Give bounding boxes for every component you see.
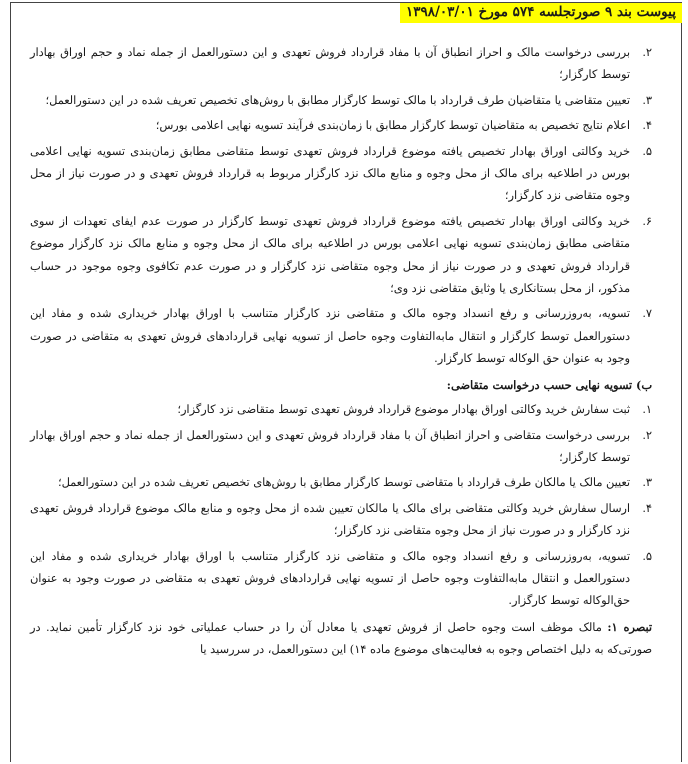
document-body xyxy=(30,42,652,662)
note-text: مالک موظف است وجوه حاصل از فروش تعهدی یا معادل آن را در حساب عملیاتی خود نزد کارگزار تأمین نماید. در صورتی‌که به دلیل اختصاص وجوه به فعالیت‌های موضوع ماده ۱۴) این دستورالعمل، در سررسید یا xyxy=(30,620,652,657)
list-item xyxy=(30,399,652,421)
list-item xyxy=(30,498,652,543)
item-number: ۳. xyxy=(642,476,652,490)
item-text: بررسی درخواست متقاضی و احراز انطباق آن با مفاد قرارداد فروش تعهدی و این دستورالعمل از جمله نماد و حجم اوراق بهادار توسط کارگزار؛ xyxy=(30,428,630,464)
list-item xyxy=(30,42,652,87)
page-header: پیوست بند ۹ صورتجلسه ۵۷۴ مورخ ۱۳۹۸/۰۳/۰۱ xyxy=(400,3,682,23)
item-text: تسویه، به‌روزرسانی و رفع انسداد وجوه مالک و متقاضی نزد کارگزار متناسب با اوراق بهادار خریداری شده و مفاد این دستورالعمل و انتقال مابه‌التفاوت وجوه حاصل از تسویه نهایی قراردادهای فروش تعهدی به متقاضی در صورت وجود به عنوان حق‌الوکاله توسط کارگزار. xyxy=(30,549,630,608)
item-number: ۴. xyxy=(642,501,652,515)
list-a xyxy=(30,42,652,371)
item-text: ثبت سفارش خرید وکالتی اوراق بهادار موضوع قرارداد فروش تعهدی توسط متقاضی نزد کارگزار؛ xyxy=(177,403,630,417)
item-text: تعیین مالک یا مالکان طرف قرارداد با متقاضی توسط کارگزار مطابق با روش‌های تخصیص تعریف شده در این دستورالعمل؛ xyxy=(57,476,630,490)
item-text: ارسال سفارش خرید وکالتی متقاضی برای مالک یا مالکان تعیین شده از محل وجوه و منابع مالک موضوع قرارداد فروش تعهدی نزد کارگزار و در صورت نیاز از محل وجوه متقاضی نزد کارگزار؛ xyxy=(30,501,630,538)
section-title: ب) تسویه نهایی حسب درخواست متقاضی: xyxy=(446,377,652,392)
item-number: ۴. xyxy=(642,119,652,133)
item-text: تعیین متقاضی یا متقاضیان طرف قرارداد با مالک توسط کارگزار مطابق با روش‌های تخصیص تعریف شده در این دستورالعمل؛ xyxy=(45,93,630,107)
item-number: ۱. xyxy=(642,403,652,417)
list-item xyxy=(30,211,652,301)
item-number: ۵. xyxy=(642,144,652,158)
item-number: ۶. xyxy=(642,214,652,228)
item-number: ۵. xyxy=(642,549,652,563)
list-item xyxy=(30,90,652,112)
item-number: ۷. xyxy=(642,307,652,321)
item-text: بررسی درخواست مالک و احراز انطباق آن با مفاد قرارداد فروش تعهدی و این دستورالعمل از جمله نماد و حجم اوراق بهادار توسط کارگزار؛ xyxy=(30,46,630,82)
list-item xyxy=(30,425,652,470)
note-label: تبصره ۱: xyxy=(607,619,652,634)
item-text: تسویه، به‌روزرسانی و رفع انسداد وجوه مالک و متقاضی نزد کارگزار متناسب با اوراق بهادار خریداری شده و مفاد این دستورالعمل توسط کارگزار و انتقال مابه‌التفاوت وجوه حاصل از تسویه نهایی قراردادهای فروش تعهدی به متقاضی در صورت وجود به عنوان حق الوکاله توسط کارگزار. xyxy=(30,307,630,366)
list-item xyxy=(30,546,652,613)
list-item xyxy=(30,115,652,137)
list-b xyxy=(30,399,652,613)
item-number: ۳. xyxy=(642,93,652,107)
item-text: خرید وکالتی اوراق بهادار تخصیص یافته موضوع قرارداد فروش تعهدی توسط متقاضی مطابق زمان‌بندی تسویه نهایی اعلامی بورس در اطلاعیه برای مالک از محل وجوه و منابع مالک نزد کارگزار مربوط به قرارداد فروش تعهدی و در صورت نیاز از محل وجوه متقاضی نزد کارگزار؛ xyxy=(30,144,630,203)
item-number: ۲. xyxy=(642,428,652,442)
list-item xyxy=(30,472,652,494)
list-item xyxy=(30,303,652,370)
note-paragraph xyxy=(30,616,652,662)
item-text: اعلام نتایج تخصیص به متقاضیان توسط کارگزار مطابق با زمان‌بندی فرآیند تسویه نهایی اعلامی بورس؛ xyxy=(155,119,630,133)
item-number: ۲. xyxy=(642,46,652,59)
item-text: خرید وکالتی اوراق بهادار تخصیص یافته موضوع قرارداد فروش تعهدی توسط کارگزار در صورت عدم ایفای تعهدات از سوی متقاضی مطابق زمان‌بندی تسویه نهایی اعلامی بورس در اطلاعیه برای مالک از محل وجوه و منابع مالک نزد کارگزار موضوع قرارداد فروش تعهدی و در صورت نیاز از محل وجوه متقاضی نزد کارگزار و در صورت عدم تکافوی وجوه موجود در حساب مذکور، از محل بستانکاری یا وثایق متقاضی نزد وی؛ xyxy=(30,214,630,296)
list-item xyxy=(30,141,652,208)
